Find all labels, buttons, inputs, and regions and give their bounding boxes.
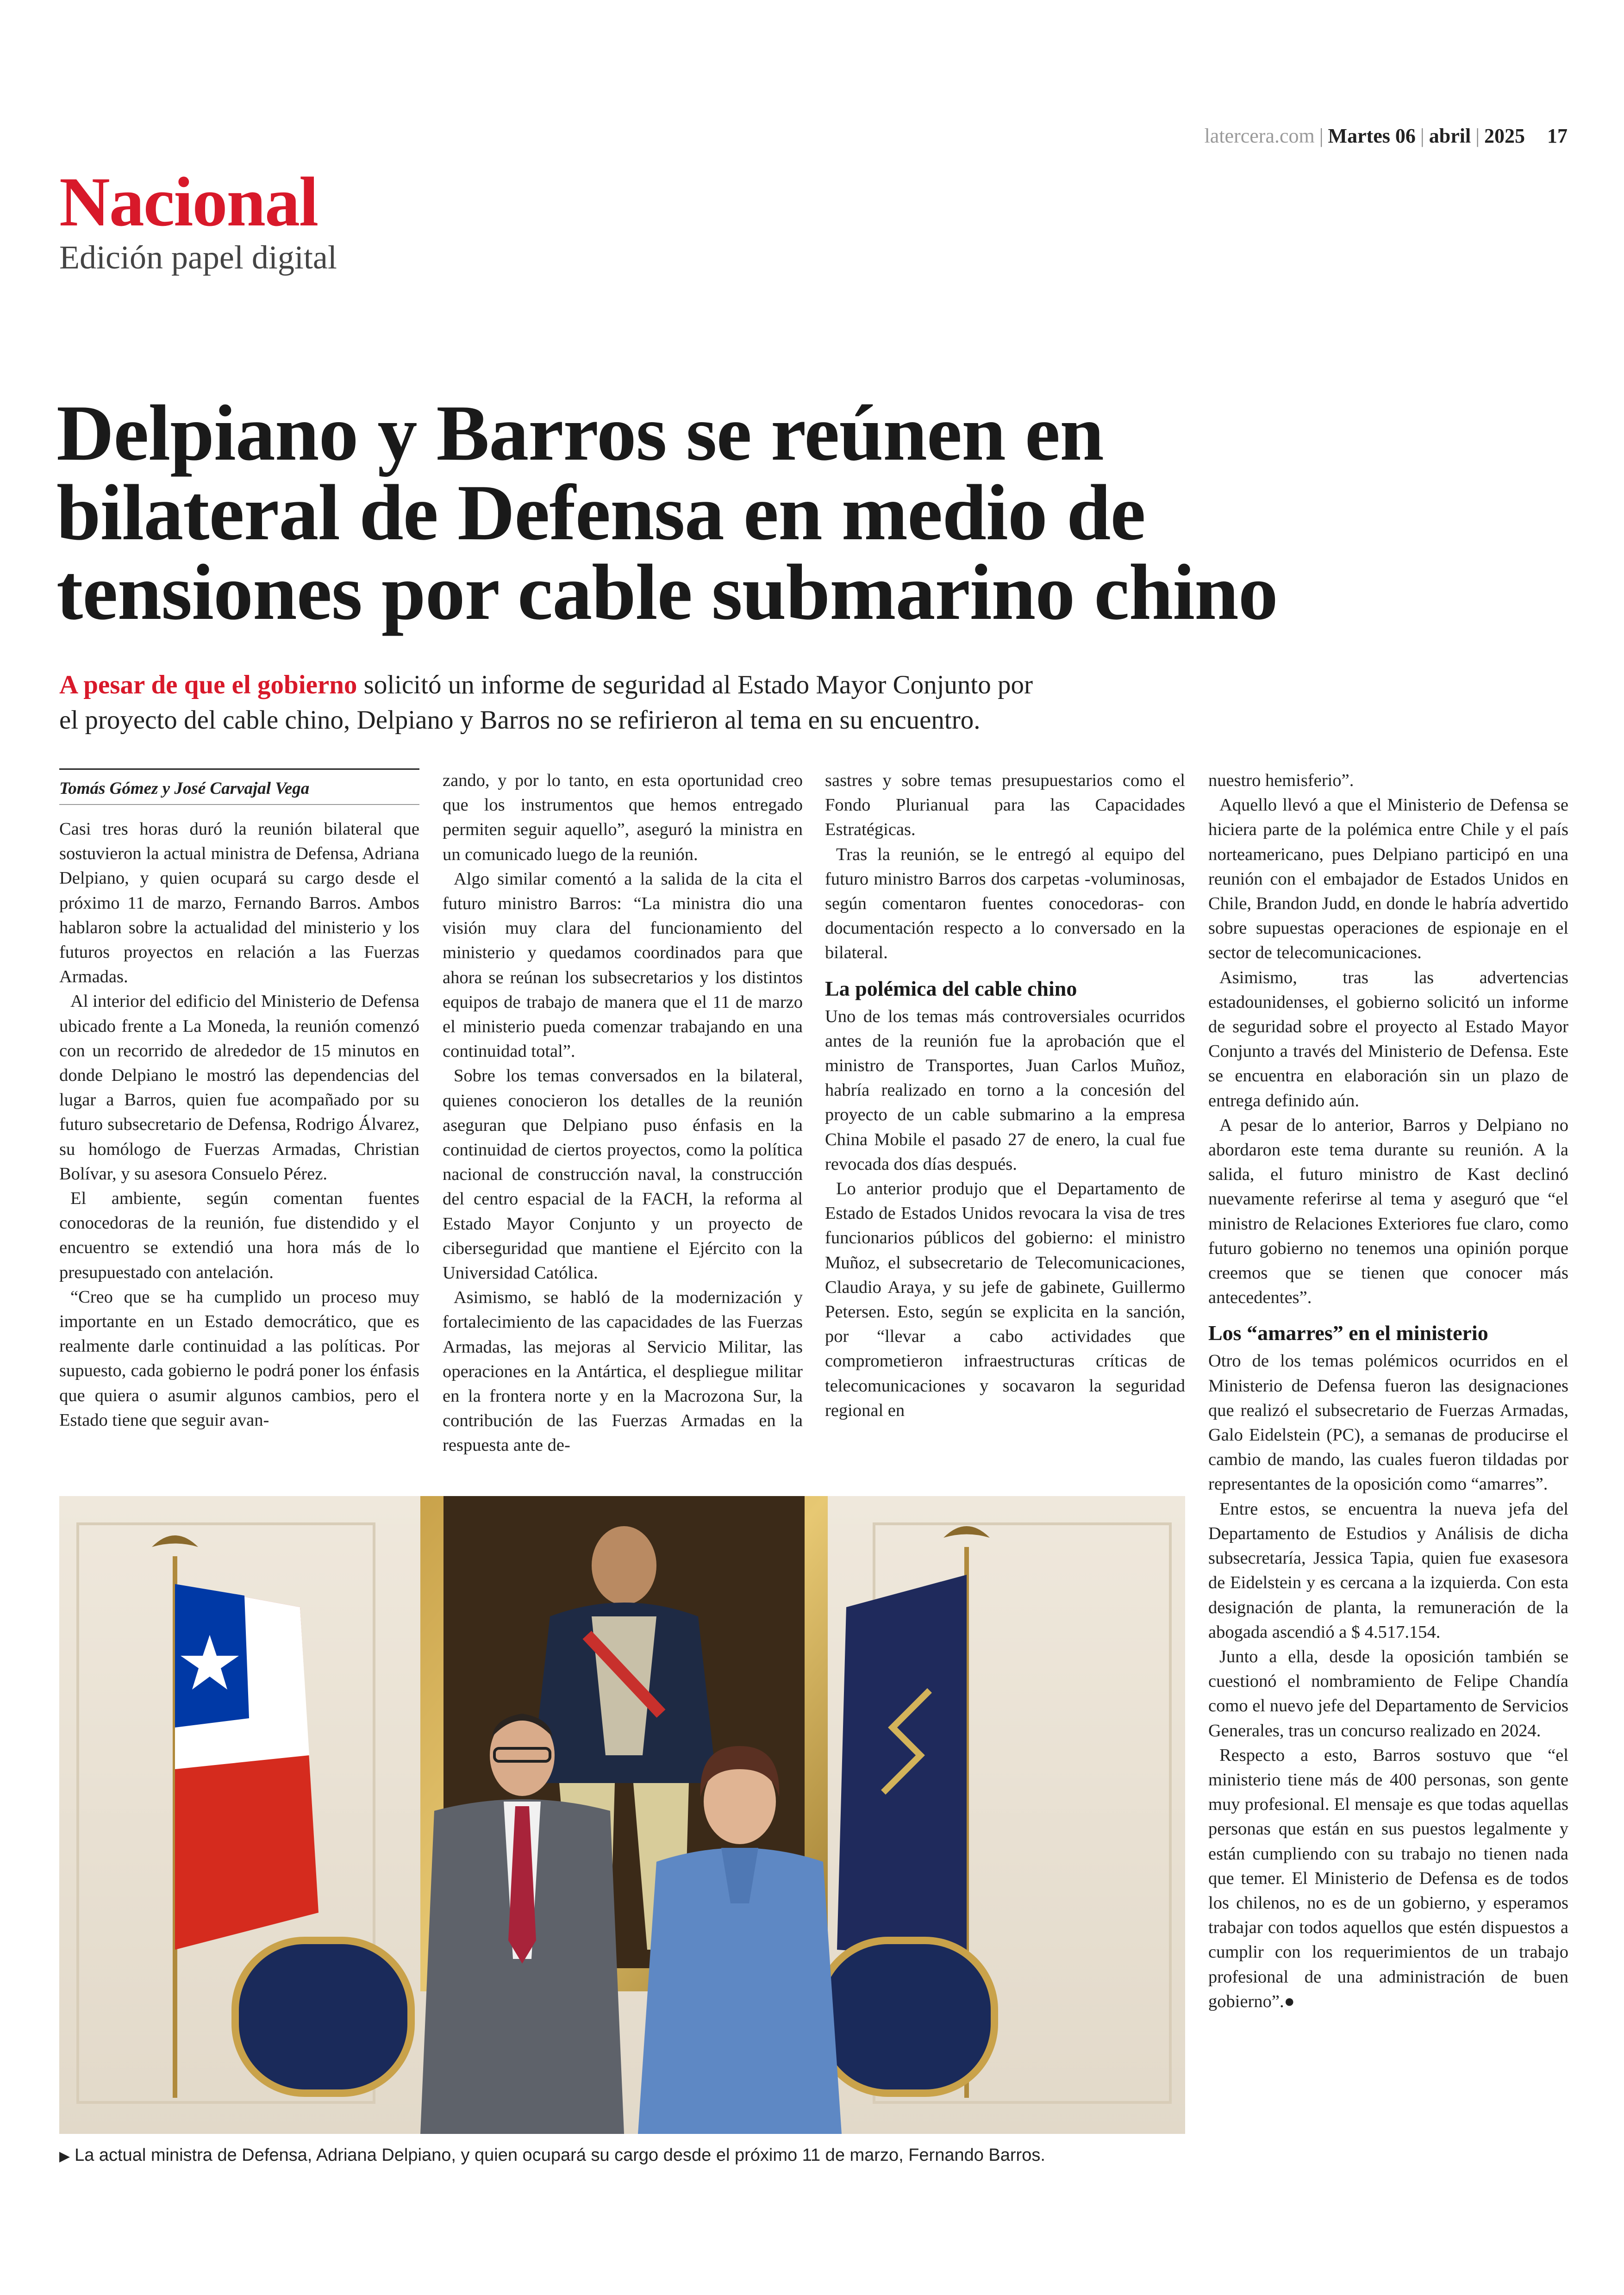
headline: [56, 389, 1538, 636]
byline: Tomás Gómez y José Carvajal Vega: [59, 768, 419, 805]
photo-illustration: [59, 1496, 1185, 2134]
issue-month: abril: [1429, 125, 1471, 147]
paragraph: Respecto a esto, Barros sostuvo que “el ministerio tiene más de 400 personas, son gente muy profesional. El mensaje es que todas aquellas personas que están en sus puestos legalmente y están cumpliendo con su trabajo no tienen nada que temer. El Ministerio de Defensa es de todos los chilenos, no es de un gobierno, y esperamos trabajar con todos aquellos que estén dispuestos a cumplir con los requerimientos de un trabajo profesional de una administración de buen gobierno”.●: [1208, 1745, 1568, 2011]
paragraph: zando, y por lo tanto, en esta oportunidad creo que los instrumentos que hemos entregado permiten seguir aquello”, aseguró la ministra en un comunicado luego de la reunión.: [443, 771, 803, 864]
article-column-4: [1208, 768, 1568, 2014]
photo-caption: [59, 2144, 1185, 2168]
play-triangle-icon: ▶: [59, 2149, 70, 2164]
deck-lead: A pesar de que el gobierno: [59, 670, 357, 699]
end-mark-icon: ●: [1284, 1991, 1295, 2011]
article-column-1: [59, 768, 419, 1433]
paragraph: Otro de los temas polémicos ocurridos en el Ministerio de Defensa fueron las designaciones que realizó el subsecretario de Fuerzas Armadas, Galo Eidelstein (PC), a semanas de producirse el cambio de mando, las cuales fueron tildadas por representantes de la oposición como “amarres”.: [1208, 1351, 1568, 1494]
paragraph: Uno de los temas más controversiales ocurridos antes de la reunión fue la aprobación que el ministro de Transportes, Juan Carlos Muñoz, habría realizado en torno a la concesión del proyecto de un cable submarino a la empresa China Mobile el pasado 27 de enero, la cual fue revocada dos días después.: [825, 1006, 1185, 1174]
section-subtitle: Edición papel digital: [59, 239, 337, 276]
paragraph: Junto a ella, desde la oposición también se cuestionó el nombramiento de Felipe Chandía como el nuevo jefe del Departamento de Servicios Generales, tras un concurso realizado en 2024.: [1208, 1646, 1568, 1740]
article-column-3: [825, 768, 1185, 1423]
page-number: 17: [1547, 125, 1568, 147]
article-deck: [59, 667, 1541, 738]
paragraph: sastres y sobre temas presupuestarios como el Fondo Plurianual para las Capacidades Estratégicas.: [825, 771, 1185, 840]
paragraph: A pesar de lo anterior, Barros y Delpiano no abordaron este tema durante su reunión. A la salida, el futuro ministro de Kast declinó nuevamente referirse al tema y aseguró que “el ministro de Relaciones Exteriores fue claro, como futuro gobierno no tenemos una opinión porque creemos que se tienen que conocer más antecedentes”.: [1208, 1115, 1568, 1308]
issue-year: 2025: [1484, 125, 1525, 147]
article-column-2: [443, 768, 803, 1458]
page-header: latercera.com | Martes 06 | abril | 2025 17: [1204, 125, 1568, 147]
paragraph: Algo similar comentó a la salida de la cita el futuro ministro Barros: “La ministra dio una visión muy clara del funcionamiento del ministerio y quedamos coordinados para que ahora se reúnan los subsecretarios y los distintos equipos de trabajo de manera que el 11 de marzo el ministerio pueda comenzar trabajando en una continuidad total”.: [443, 869, 803, 1061]
paragraph: Lo anterior produjo que el Departamento de Estado de Estados Unidos revocara la visa de tres funcionarios públicos del gobierno: el ministro Muñoz, el subsecretario de Telecomunicaciones, Claudio Araya, y su jefe de gabinete, Guillermo Petersen. Esto, según se explicita en la sanción, por “llevar a cabo actividades que comprometieron infraestructuras críticas de telecomunicaciones y socavaron la seguridad regional en: [825, 1179, 1185, 1420]
headline-line: Delpiano y Barros se reúnen en: [56, 389, 1104, 477]
caption-text: La actual ministra de Defensa, Adriana Delpiano, y quien ocupará su cargo desde el próximo 11 de marzo, Fernando Barros.: [75, 2145, 1045, 2165]
subheading: Los “amarres” en el ministerio: [1208, 1321, 1488, 1345]
article-photo: [59, 1496, 1185, 2134]
site-name: latercera.com: [1204, 125, 1315, 147]
paragraph: Asimismo, tras las advertencias estadounidenses, el gobierno solicitó un informe de seguridad sobre el proyecto al Estado Mayor Conjunto a través del Ministerio de Defensa. Este se encuentra en elaboración sin un plazo de entrega definido aún.: [1208, 967, 1568, 1110]
headline-line: bilateral de Defensa en medio de: [56, 469, 1145, 557]
issue-day: Martes 06: [1328, 125, 1416, 147]
paragraph: El ambiente, según comentan fuentes conocedoras de la reunión, fue distendido y el encuentro se extendió una hora más de lo presupuestado con antelación.: [59, 1189, 419, 1282]
paragraph: Entre estos, se encuentra la nueva jefa del Departamento de Estudios y Análisis de dicha subsecretaría, Jessica Tapia, quien fue exasesora de Eidelstein y es cercana a la izquierda. Con esta designación de planta, la remuneración de la abogada ascendió a $ 4.517.154.: [1208, 1499, 1568, 1642]
paragraph: nuestro hemisferio”.: [1208, 771, 1354, 790]
paragraph: “Creo que se ha cumplido un proceso muy importante en un Estado democrático, que es realmente darle continuidad a las políticas. Por supuesto, cada gobierno le podrá poner los énfasis que quiera o asumir algunos cambios, pero el Estado tiene que seguir avan-: [59, 1287, 419, 1430]
subheading: La polémica del cable chino: [825, 976, 1077, 1000]
paragraph: Al interior del edificio del Ministerio de Defensa ubicado frente a La Moneda, la reunión comenzó con un recorrido de alrededor de 15 minutos en donde Delpiano le mostró las dependencias del lugar a Barros, quien fue acompañado por su futuro subsecretario de Defensa, Rodrigo Álvarez, su homólogo de Fuerzas Armadas, Christian Bolívar, y su asesora Consuelo Pérez.: [59, 992, 419, 1184]
headline-line: tensiones por cable submarino chino: [56, 549, 1278, 636]
deck-text: el proyecto del cable chino, Delpiano y Barros no se refirieron al tema en su encuentro.: [59, 705, 981, 735]
section-title: Nacional: [59, 163, 318, 241]
deck-text: solicitó un informe de seguridad al Estado Mayor Conjunto por: [357, 670, 1033, 699]
paragraph: Sobre los temas conversados en la bilateral, quienes conocieron los detalles de la reunión aseguran que Delpiano puso énfasis en la continuidad de ciertos proyectos, como la política nacional de construcción naval, la construcción del centro espacial de la FACH, la reforma al Estado Mayor Conjunto y un proyecto de ciberseguridad que mantiene el Ejército con la Universidad Católica.: [443, 1066, 803, 1283]
paragraph: Tras la reunión, se le entregó al equipo del futuro ministro Barros dos carpetas -voluminosas, según comentaron fuentes conocedoras- con documentación respecto a lo conversado en la bilateral.: [825, 844, 1185, 963]
paragraph: Casi tres horas duró la reunión bilateral que sostuvieron la actual ministra de Defensa, Adriana Delpiano, y quien ocupará su cargo desde el próximo 11 de marzo, Fernando Barros. Ambos hablaron sobre la actualidad del ministerio y los futuros proyectos en relación a las Fuerzas Armadas.: [59, 819, 419, 987]
paragraph: Aquello llevó a que el Ministerio de Defensa se hiciera parte de la polémica entre Chile y el país norteamericano, pues Delpiano participó en una reunión con el embajador de Estados Unidos en Chile, Brandon Judd, en donde le habría advertido sobre supuestas operaciones de espionaje en el sector de telecomunicaciones.: [1208, 795, 1568, 963]
paragraph: Asimismo, se habló de la modernización y fortalecimiento de las capacidades de las Fuerzas Armadas, las mejoras al Servicio Militar, las operaciones en la Antártica, el despliegue militar en la frontera norte y en la Macrozona Sur, la contribución de las Fuerzas Armadas en la respuesta ante de-: [443, 1288, 803, 1455]
